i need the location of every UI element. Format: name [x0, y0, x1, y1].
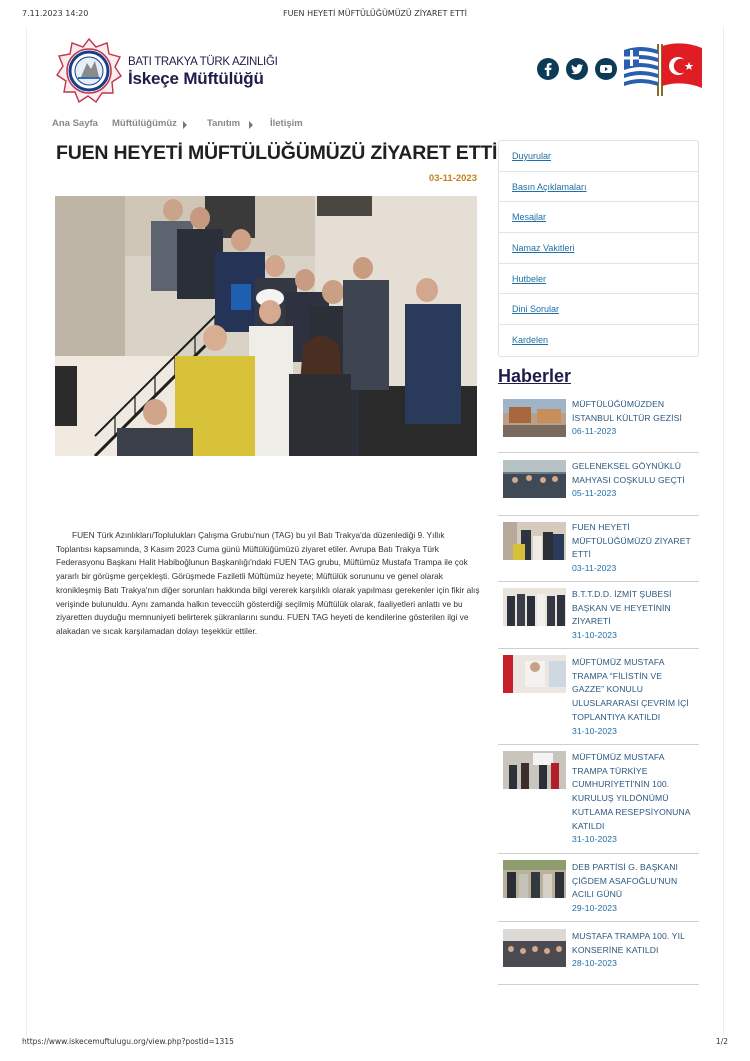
nav-item-tanitim[interactable]: Tanıtım [207, 118, 241, 129]
news-title: ULUSLARARASI ÇEVRİM İÇİ [572, 698, 689, 709]
news-title: MAHYASI COŞKULU GEÇTİ [572, 474, 685, 485]
news-title: İSTANBUL KÜLTÜR GEZİSİ [572, 412, 682, 423]
news-title: ETTİ [572, 549, 592, 560]
news-thumbnail[interactable] [503, 751, 566, 789]
news-title: TRAMPA TÜRKİYE [572, 765, 648, 776]
print-page-number: 1/2 [715, 1037, 728, 1046]
news-thumbnail[interactable] [503, 929, 566, 967]
facebook-icon[interactable] [537, 58, 559, 80]
print-footer [22, 1037, 728, 1049]
brand[interactable] [128, 56, 278, 89]
news-title: MÜFTÜLÜĞÜMÜZDEN [572, 399, 665, 409]
list-item[interactable] [498, 396, 699, 453]
caret-right-icon [183, 121, 187, 129]
news-thumbnail[interactable] [503, 655, 566, 693]
nav-item-muftuluk[interactable]: Müftülüğümüz [112, 118, 177, 129]
news-date: 31-10-2023 [572, 725, 617, 736]
list-item[interactable] [498, 653, 699, 745]
article-body: FUEN Türk Azınlıkları/Toplulukları Çalışma Grubu'nun (TAG) bu yıl Batı Trakya'da düzenlediği 9. Yıllık Toplantısı kapsamında, 3 Kasım 2023 Cuma günü Müftülüğümüzü ziyaret etiler. Avrupa Batı Trakya Türk Federasyonu Başkanı Halit Habiboğlunun Başkanlığı'ndaki FUEN TAG grubu, Müftümüz Mustafa Trampa ile çok yararlı bir görüşme gerçekleşti. Görüşmede Faziletli Müftümüz heyete; Müftülük sorununu ve genel olarak kronikleşmiş Batı Trakya'nın diğer sorunları hakkında bilgi vererek karşılıklı olarak yapılması gerekenler için fikir alış verişinde bulunuldu. Aynı zamanda halkın teveccüh gösterdiği seçilmiş Müftülük olarak, faaliyetleri anlattı ve bu ziyaretten duyduğu memnuniyeti belirterek şükranlarını sundu. FUEN TAG heyeti de kendilerine gösterilen ilgi ve alakadan ve sıcak karşılamadan dolayı teşekkür ettiler. [56, 530, 480, 636]
sidebar-item-namaz-vakitleri[interactable]: Namaz Vakitleri [499, 233, 698, 264]
news-date: 28-10-2023 [572, 958, 617, 969]
list-item[interactable] [498, 456, 699, 516]
youtube-icon[interactable] [595, 58, 617, 80]
news-title: DEB PARTİSİ G. BAŞKANI [572, 862, 678, 872]
news-title: KURULUŞ YILDÖNÜMÜ [572, 793, 669, 804]
news-date: 03-11-2023 [572, 563, 617, 574]
news-title: ZİYARETİ [572, 616, 611, 627]
list-item[interactable] [498, 748, 699, 854]
sidebar-item-hutbeler[interactable]: Hutbeler [499, 264, 698, 295]
nav-item-iletisim[interactable]: İletişim [270, 118, 303, 129]
news-thumbnail[interactable] [503, 460, 566, 498]
twitter-icon[interactable] [566, 58, 588, 80]
sidebar-item-duyurular[interactable]: Duyurular [499, 141, 698, 172]
news-title: FUEN HEYETİ [572, 522, 630, 532]
sidebar-item-dini-sorular[interactable]: Dini Sorular [499, 294, 698, 325]
news-date: 29-10-2023 [572, 903, 617, 914]
news-title: KONSERİNE KATILDI [572, 944, 659, 955]
print-datetime: 7.11.2023 14:20 [22, 9, 89, 18]
news-heading: Haberler [498, 366, 572, 386]
news-title: KATILDI [572, 820, 605, 831]
news-title: MUSTAFA TRAMPA 100. YIL [572, 931, 685, 941]
news-thumbnail[interactable] [503, 522, 566, 560]
news-date: 06-11-2023 [572, 426, 617, 437]
news-title: GELENEKSEL GÖYNÜKLÜ [572, 461, 682, 471]
news-title: TOPLANTIYA KATILDI [572, 711, 661, 722]
news-title: TRAMPA “FİLİSTİN VE [572, 670, 663, 681]
site-logo[interactable] [56, 38, 122, 104]
news-title: MÜFTÜMÜZ MUSTAFA [572, 752, 665, 762]
print-title: FUEN HEYETİ MÜFTÜLÜĞÜMÜZÜ ZİYARET ETTİ [283, 9, 467, 18]
news-date: 05-11-2023 [572, 488, 617, 499]
article-date: 03-11-2023 [428, 173, 477, 184]
caret-right-icon [249, 121, 253, 129]
brand-title: İskeçe Müftülüğü [128, 69, 264, 88]
sidebar-menu [498, 140, 699, 357]
list-item[interactable] [498, 858, 699, 922]
news-thumbnail[interactable] [503, 588, 566, 626]
brand-subtitle: BATI TRAKYA TÜRK AZINLIĞI [128, 56, 278, 68]
news-thumbnail[interactable] [503, 860, 566, 898]
print-url: https://www.iskecemuftulugu.org/view.php?postid=1315 [22, 1037, 234, 1046]
print-header [22, 9, 728, 23]
list-item[interactable] [498, 519, 699, 582]
sidebar-item-basin-aciklamalari[interactable]: Basın Açıklamaları [499, 172, 698, 203]
news-thumbnail[interactable] [503, 399, 566, 437]
article-photo[interactable] [55, 196, 477, 456]
news-title: ACILI GÜNÜ [572, 889, 623, 900]
list-item[interactable] [498, 586, 699, 649]
nav-item-home[interactable]: Ana Sayfa [52, 118, 98, 129]
news-title: ÇİĞDEM ASAFOĞLU'NUN [572, 875, 678, 886]
news-title: B.T.T.D.D. İZMİT ŞUBESİ [572, 589, 672, 599]
sidebar-item-mesajlar[interactable]: Mesajlar [499, 202, 698, 233]
article-title: FUEN HEYETİ MÜFTÜLÜĞÜMÜZÜ ZİYARET ETTİ [56, 142, 498, 164]
news-date: 31-10-2023 [572, 630, 617, 641]
list-item[interactable] [498, 926, 699, 985]
news-title: MÜFTÜMÜZ MUSTAFA [572, 657, 665, 667]
news-title: BAŞKAN VE HEYETİNİN [572, 602, 671, 613]
news-title: GAZZE” KONULU [572, 684, 644, 695]
news-title: MÜFTÜLÜĞÜMÜZÜ ZİYARET [572, 535, 691, 546]
news-date: 31-10-2023 [572, 834, 617, 845]
news-title: CUMHURİYETİ'NİN 100. [572, 779, 670, 790]
flags-greece-turkey-icon [622, 40, 704, 96]
news-title: KUTLAMA RESEPSİYONUNA [572, 806, 691, 817]
sidebar-item-kardelen[interactable]: Kardelen [512, 335, 549, 346]
